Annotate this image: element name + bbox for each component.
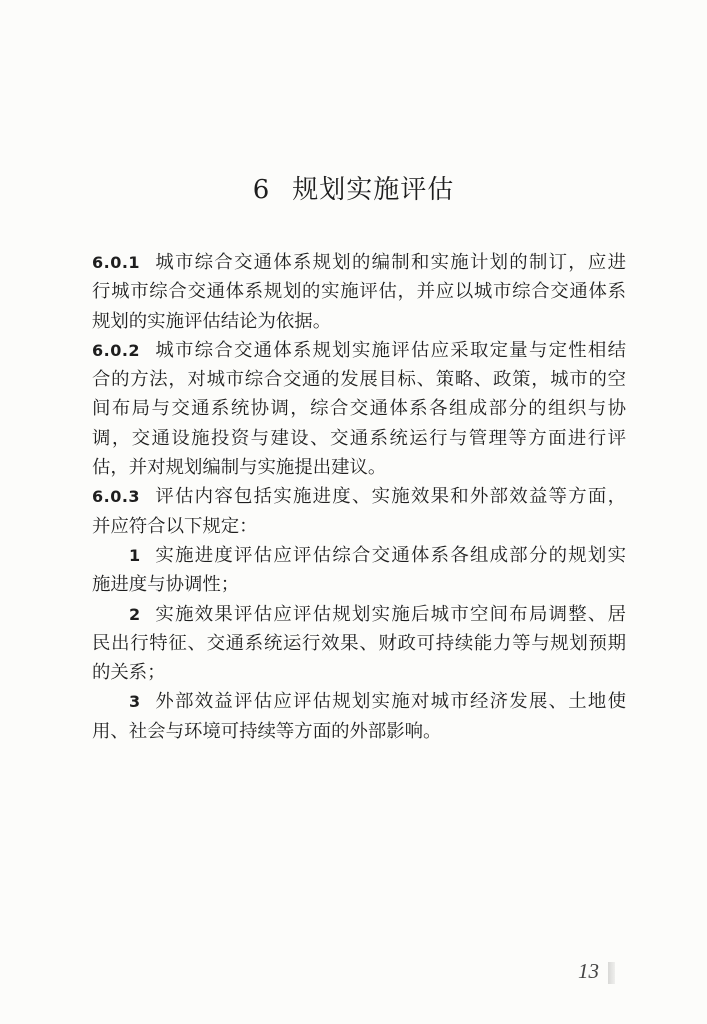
item-number: 3 [129,692,141,712]
page-number: 13 [578,959,599,983]
clause-line: 并应符合以下规定： [92,515,258,537]
clause-number: 6.0.2 [92,340,141,360]
clause-line: 调，交通设施投资与建设、交通系统运行与管理等方面进行评 [92,427,626,449]
item-line: 用、社会与环境可持续等方面的外部影响。 [92,720,442,742]
clause-line: 间布局与交通系统协调，综合交通体系各组成部分的组织与协 [92,398,626,420]
body-text [92,248,626,746]
clause-line: 6.0.3 评估内容包括实施进度、实施效果和外部效益等方面， [92,486,626,508]
item-number: 2 [129,604,141,624]
item-line: 的关系； [92,662,166,684]
clause-number: 6.0.3 [92,487,141,507]
clause-line: 6.0.2 城市综合交通体系规划实施评估应采取定量与定性相结 [92,339,626,361]
item-line: 民出行特征、交通系统运行效果、财政可持续能力等与规划预期 [92,632,626,654]
clause-line: 合的方法，对城市综合交通的发展目标、策略、政策，城市的空 [92,369,626,391]
clause-line: 6.0.1 城市综合交通体系规划的编制和实施计划的制订，应进 [92,252,626,273]
clause-line: 估，并对规划编制与实施提出建议。 [92,457,387,479]
chapter-title: 规划实施评估 [292,175,455,205]
item-number: 1 [129,545,141,565]
item-line: 1 实施进度评估应评估综合交通体系各组成部分的规划实 [129,544,626,566]
clause-number: 6.0.1 [92,253,141,272]
item-line: 3 外部效益评估应评估规划实施对城市经济发展、土地使 [129,691,626,713]
clause-line: 规划的实施评估结论为依据。 [92,310,332,332]
page-edge-mark [608,962,615,984]
item-line: 施进度与协调性； [92,574,240,596]
clause-line: 行城市综合交通体系规划的实施评估，并应以城市综合交通体系 [92,281,626,303]
chapter-number: 6 [252,175,271,205]
chapter-heading [0,170,707,210]
item-line: 2 实施效果评估应评估规划实施后城市空间布局调整、居 [129,603,626,625]
